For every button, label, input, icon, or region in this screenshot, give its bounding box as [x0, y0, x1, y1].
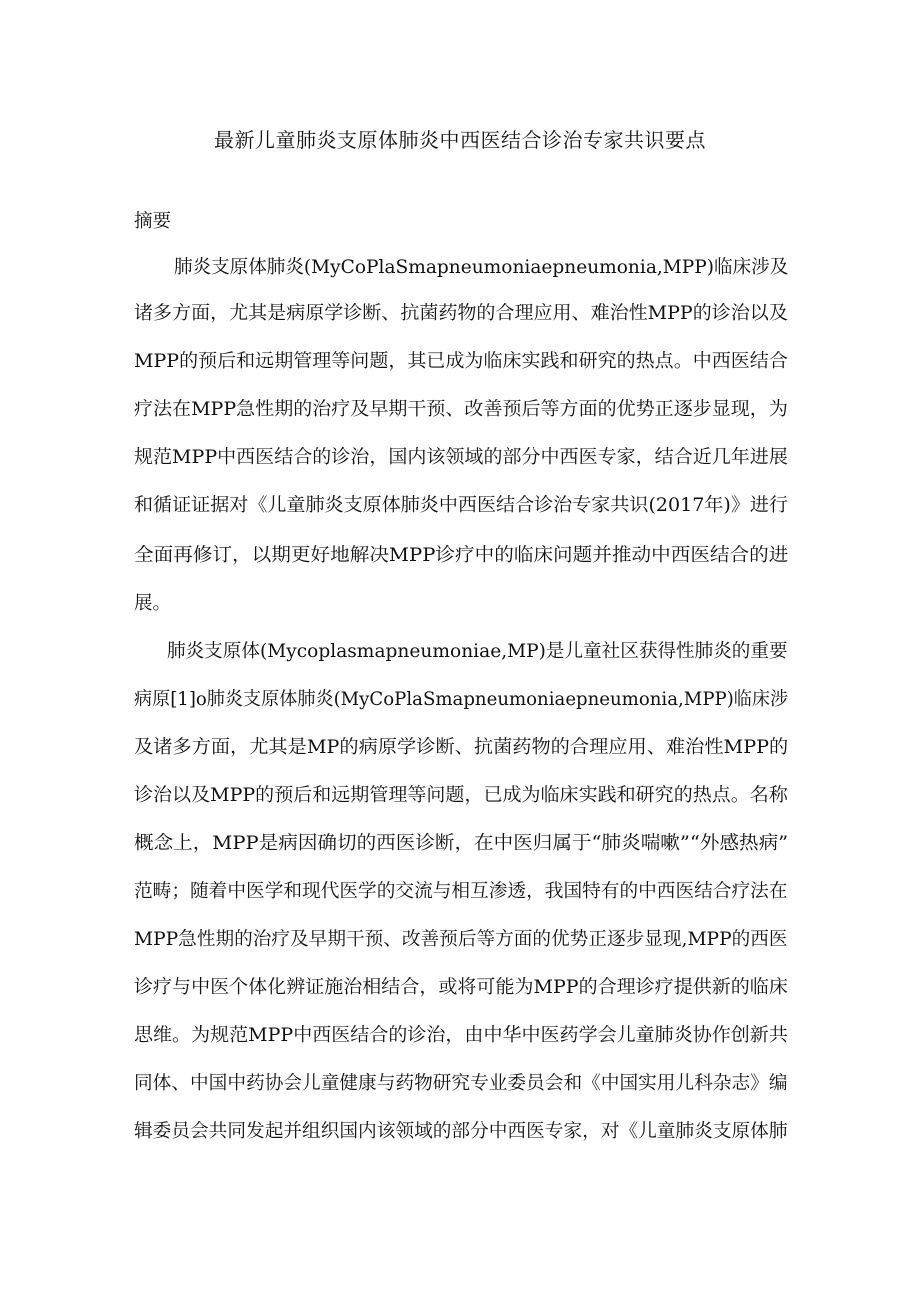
text-line: 概念上，MPP是病因确切的西医诊断，在中医归属于“肺炎喘嗽”“外感热病”: [134, 833, 789, 854]
document-title: 最新儿童肺炎支原体肺炎中西医结合诊治专家共识要点: [214, 128, 706, 152]
text-line: 诊疗与中医个体化辨证施治相结合，或将可能为MPP的合理诊疗提供新的临床: [134, 977, 788, 998]
text-line: 诊治以及MPP的预后和远期管理等问题，已成为临床实践和研究的热点。名称: [134, 785, 788, 806]
text-line: 肺炎支原体(Mycoplasmapneumoniae,MP)是儿童社区获得性肺炎的重要: [167, 641, 788, 662]
text-line: 辑委员会共同发起并组织国内该领域的部分中西医专家，对《儿童肺炎支原体肺: [134, 1121, 788, 1142]
text-line: 展。: [134, 593, 172, 614]
text-line: 疗法在MPP急性期的治疗及早期干预、改善预后等方面的优势正逐步显现，为: [134, 399, 788, 420]
abstract-heading: 摘要: [134, 211, 172, 232]
text-line: 同体、中国中药协会儿童健康与药物研究专业委员会和《中国实用儿科杂志》编: [134, 1073, 788, 1094]
text-line: 和循证证据对《儿童肺炎支原体肺炎中西医结合诊治专家共识(2017年)》进行: [134, 495, 789, 516]
text-line: 思维。为规范MPP中西医结合的诊治，由中华中医药学会儿童肺炎协作创新共: [134, 1025, 788, 1046]
text-line: 全面再修订，以期更好地解决MPP诊疗中的临床问题并推动中西医结合的进: [134, 545, 789, 566]
text-line: 肺炎支原体肺炎(MyCoPlaSmapneumoniaepneumonia,MPP)临床涉及: [174, 257, 789, 278]
text-line: 诸多方面，尤其是病原学诊断、抗菌药物的合理应用、难治性MPP的诊治以及: [134, 303, 788, 324]
text-line: 规范MPP中西医结合的诊治，国内该领域的部分中西医专家，结合近几年进展: [134, 447, 788, 468]
text-line: 范畴；随着中医学和现代医学的交流与相互渗透，我国特有的中西医结合疗法在: [134, 881, 788, 902]
text-line: 病原[1]o肺炎支原体肺炎(MyCoPlaSmapneumoniaepneumonia,MPP)临床涉: [134, 689, 789, 710]
text-line: 及诸多方面，尤其是MP的病原学诊断、抗菌药物的合理应用、难治性MPP的: [134, 737, 789, 758]
text-line: MPP急性期的治疗及早期干预、改善预后等方面的优势正逐步显现,MPP的西医: [134, 929, 788, 950]
text-line: MPP的预后和远期管理等问题，其已成为临床实践和研究的热点。中西医结合: [134, 351, 788, 372]
